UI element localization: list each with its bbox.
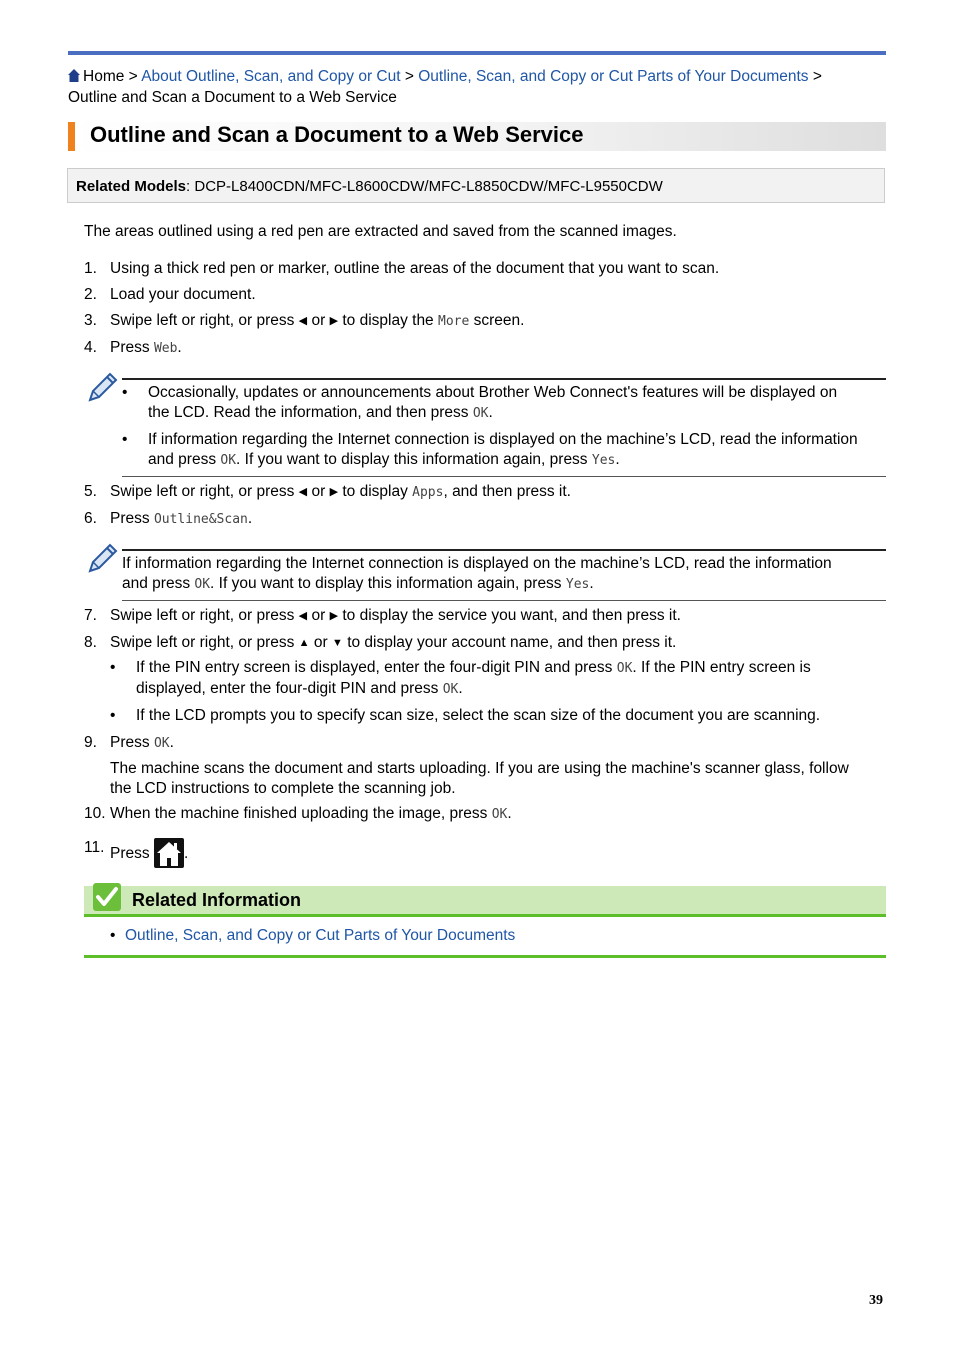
left-arrow-icon: ◀ (298, 315, 308, 327)
lcd-ok: OK (153, 736, 170, 751)
breadcrumb: Home > About Outline, Scan, and Copy or Cut > Outline, Scan, and Copy or Cut Parts of Your Documents > Outline and Scan a Document to a Web Service (68, 68, 822, 106)
step-8-bullet-1: If the PIN entry screen is displayed, enter the four-digit PIN and press OK. If the PIN entry screen is displayed, enter the four-digit PIN and press OK. (136, 659, 811, 697)
right-arrow-icon: ▶ (329, 610, 339, 622)
step-1: Using a thick red pen or marker, outline the areas of the document that you want to scan. (110, 260, 720, 277)
home-icon[interactable] (68, 68, 80, 88)
note-top-rule (122, 549, 886, 551)
step-10: When the machine finished uploading the image, press OK. (110, 805, 512, 822)
page-number: 39 (869, 1293, 883, 1308)
home-button-icon (154, 838, 184, 868)
related-info-bottom-rule (84, 955, 886, 958)
step-9: Press OK. (110, 734, 174, 751)
step-11: Press . (110, 838, 880, 868)
note1-bullet-2: If information regarding the Internet connection is displayed on the machine’s LCD, read the information and press OK. If you want to display this information again, press Yes. (148, 431, 858, 468)
pencil-note-icon (86, 370, 120, 404)
breadcrumb-current: Outline and Scan a Document to a Web Service (68, 89, 397, 106)
down-arrow-icon: ▼ (331, 637, 343, 649)
up-arrow-icon: ▲ (298, 637, 310, 649)
breadcrumb-link-parts[interactable]: Outline, Scan, and Copy or Cut Parts of Your Documents (418, 68, 809, 85)
page-title: Outline and Scan a Document to a Web Service (90, 122, 584, 147)
step-9-detail: The machine scans the document and starts uploading. If you are using the machine's scanner glass, follow the LCD instructions to complete the scanning job. (110, 760, 849, 797)
right-arrow-icon: ▶ (329, 315, 339, 327)
lcd-web: Web (153, 341, 178, 356)
left-arrow-icon: ◀ (298, 610, 308, 622)
related-info-title: Related Information (132, 890, 302, 910)
step-5: Swipe left or right, or press ◀ or ▶ to display Apps, and then press it. (110, 483, 571, 500)
pencil-note-icon (86, 541, 120, 575)
breadcrumb-home[interactable]: Home (83, 68, 125, 85)
lcd-ok: OK (491, 807, 508, 822)
lcd-outline-scan: Outline&Scan (153, 512, 248, 527)
related-info-top-rule (84, 914, 886, 917)
step-7: Swipe left or right, or press ◀ or ▶ to display the service you want, and then press it. (110, 607, 681, 624)
related-models-list: : DCP-L8400CDN/MFC-L8600CDW/MFC-L8850CDW/MFC-L9550CDW (186, 178, 663, 195)
step-6: Press Outline&Scan. (110, 510, 253, 527)
breadcrumb-link-about[interactable]: About Outline, Scan, and Copy or Cut (141, 68, 401, 85)
note1-bullet-1: Occasionally, updates or announcements about Brother Web Connect's features will be displayed on the LCD. Read the information, and then press OK. (148, 384, 838, 421)
note-bottom-rule (122, 600, 886, 601)
note-bottom-rule (122, 476, 886, 477)
step-4: Press Web. (110, 339, 182, 356)
page-title-bar (68, 122, 886, 151)
related-info-link[interactable]: Outline, Scan, and Copy or Cut Parts of Your Documents (125, 927, 516, 944)
title-accent (68, 122, 75, 151)
step-3: Swipe left or right, or press ◀ or ▶ to display the More screen. (110, 312, 525, 329)
related-models-label: Related Models (76, 178, 187, 195)
left-arrow-icon: ◀ (298, 486, 308, 498)
related-models-box (67, 168, 885, 203)
step-8-bullet-2: If the LCD prompts you to specify scan size, select the scan size of the document you are scanning. (136, 707, 821, 724)
top-rule (68, 51, 886, 55)
note-top-rule (122, 378, 886, 380)
intro-text: The areas outlined using a red pen are extracted and saved from the scanned images. (84, 223, 677, 240)
lcd-more: More (438, 314, 470, 329)
step-2: Load your document. (110, 286, 256, 303)
note2-text: If information regarding the Internet connection is displayed on the machine’s LCD, read the information and press OK. If you want to display this information again, press Yes. (122, 555, 832, 592)
checkmark-icon (93, 883, 121, 911)
right-arrow-icon: ▶ (329, 486, 339, 498)
lcd-apps: Apps (412, 485, 444, 500)
step-8: Swipe left or right, or press ▲ or ▼ to display your account name, and then press it. (110, 634, 677, 651)
